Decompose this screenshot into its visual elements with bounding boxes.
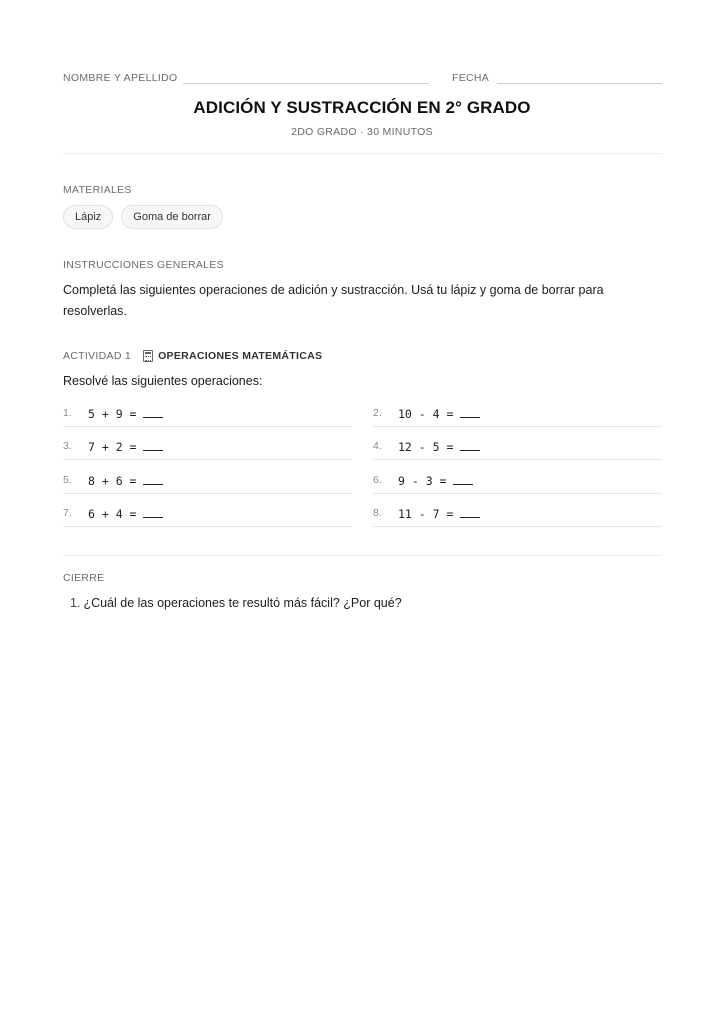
operation-expression: 10 - 4 = xyxy=(398,407,454,421)
operation-number: 8. xyxy=(373,507,382,519)
material-chip: Goma de borrar xyxy=(121,205,223,229)
answer-blank[interactable] xyxy=(143,507,163,518)
operation-number: 3. xyxy=(63,440,72,452)
student-header xyxy=(63,70,662,84)
closing-label: CIERRE xyxy=(63,572,105,584)
answer-blank[interactable] xyxy=(453,474,473,485)
operation-expression: 8 + 6 = xyxy=(88,474,137,488)
activity-number: ACTIVIDAD 1 xyxy=(63,350,132,362)
question-text: ¿Cuál de las operaciones te resultó más fácil? ¿Por qué? xyxy=(83,596,402,610)
divider xyxy=(63,555,662,556)
answer-blank[interactable] xyxy=(143,407,163,418)
operation-row xyxy=(373,465,662,494)
operation-number: 6. xyxy=(373,474,382,486)
question-number: 1. xyxy=(70,596,81,610)
operation-expression: 7 + 2 = xyxy=(88,440,137,454)
activity-instruction: Resolvé las siguientes operaciones: xyxy=(63,374,263,388)
operation-expression: 12 - 5 = xyxy=(398,440,454,454)
calculator-icon xyxy=(143,350,153,362)
divider xyxy=(63,153,662,154)
activity-header xyxy=(63,350,322,362)
page-title: ADICIÓN Y SUSTRACCIÓN EN 2° GRADO xyxy=(193,98,531,117)
answer-blank[interactable] xyxy=(143,440,163,451)
operation-expression: 6 + 4 = xyxy=(88,507,137,521)
operation-expression: 5 + 9 = xyxy=(88,407,137,421)
name-blank-line[interactable] xyxy=(183,71,429,84)
instructions-text: Completá las siguientes operaciones de adición y sustracción. Usá tu lápiz y goma de borrar para resolverlas. xyxy=(63,283,604,318)
operation-row xyxy=(63,431,352,460)
operation-row xyxy=(373,431,662,460)
closing-question xyxy=(70,596,402,610)
operation-row xyxy=(63,498,352,527)
operation-number: 1. xyxy=(63,407,72,419)
page-subtitle: 2DO GRADO · 30 MINUTOS xyxy=(291,126,433,138)
date-label: FECHA xyxy=(452,72,490,84)
operation-number: 5. xyxy=(63,474,72,486)
date-blank-line[interactable] xyxy=(497,71,662,84)
materials-label: MATERIALES xyxy=(63,184,132,196)
operation-expression: 9 - 3 = xyxy=(398,474,447,488)
operation-number: 2. xyxy=(373,407,382,419)
operation-number: 7. xyxy=(63,507,72,519)
materials-list xyxy=(63,205,223,229)
answer-blank[interactable] xyxy=(460,407,480,418)
answer-blank[interactable] xyxy=(460,440,480,451)
answer-blank[interactable] xyxy=(143,474,163,485)
material-chip: Lápiz xyxy=(63,205,113,229)
answer-blank[interactable] xyxy=(460,507,480,518)
instructions-label: INSTRUCCIONES GENERALES xyxy=(63,259,224,271)
operation-row xyxy=(373,498,662,527)
activity-title: OPERACIONES MATEMÁTICAS xyxy=(158,350,323,362)
operation-row xyxy=(63,398,352,427)
operation-number: 4. xyxy=(373,440,382,452)
operation-row xyxy=(373,398,662,427)
operation-expression: 11 - 7 = xyxy=(398,507,454,521)
name-label: NOMBRE Y APELLIDO xyxy=(63,72,178,84)
operation-row xyxy=(63,465,352,494)
